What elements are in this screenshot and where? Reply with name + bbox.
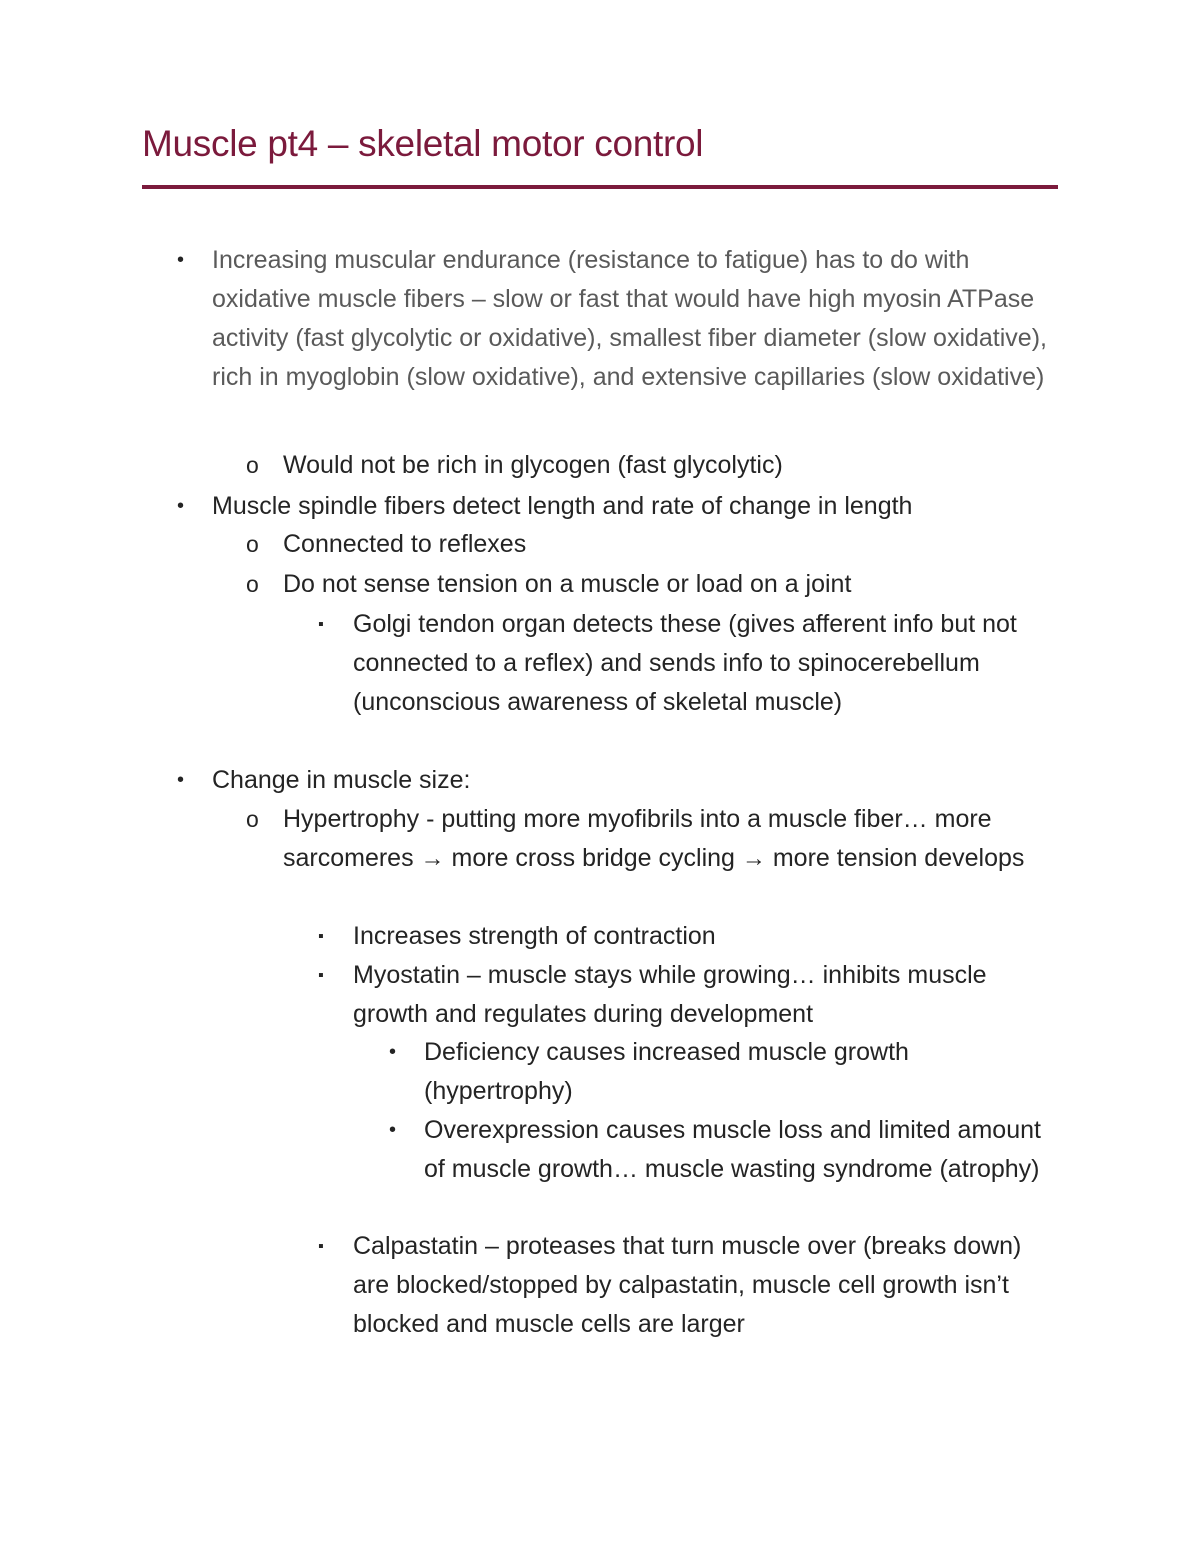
list-item-reflexes	[246, 525, 1058, 564]
list-item-text: Connected to reflexes	[283, 530, 527, 558]
list-item-strength	[318, 917, 1058, 956]
circle-bullet-icon: o	[246, 571, 259, 597]
list-item-calpastatin	[318, 1227, 1058, 1344]
list-item-glycogen	[246, 446, 1058, 485]
list-item-text: Do not sense tension on a muscle or load on a joint	[283, 570, 852, 598]
list-item-text: Overexpression causes muscle loss and limited amount of muscle growth… muscle wasting syndrome (atrophy)	[424, 1116, 1041, 1183]
list-item-muscle-size	[177, 761, 1052, 800]
page-title: Muscle pt4 – skeletal motor control	[142, 123, 704, 164]
bullet-icon: •	[389, 1119, 397, 1141]
circle-bullet-icon: o	[246, 806, 259, 832]
list-item-text: Deficiency causes increased muscle growth (hypertrophy)	[424, 1038, 909, 1105]
list-item-golgi-tendon	[318, 605, 1058, 722]
list-item-myostatin	[318, 956, 1058, 1034]
list-item-text-part: more tension develops	[772, 844, 1025, 872]
circle-bullet-icon: o	[246, 531, 259, 557]
title-underline	[142, 185, 1058, 189]
list-item-hypertrophy	[246, 800, 1058, 878]
list-item-text: Change in muscle size:	[212, 766, 471, 794]
list-item-endurance	[177, 241, 1052, 397]
square-bullet-icon: ▪	[318, 1238, 324, 1255]
right-arrow-icon: →	[741, 845, 766, 872]
list-item-deficiency	[389, 1033, 1059, 1111]
bullet-icon: •	[177, 769, 185, 791]
square-bullet-icon: ▪	[318, 616, 324, 633]
list-item-text: Would not be rich in glycogen (fast glycolytic)	[283, 451, 783, 479]
circle-bullet-icon: o	[246, 452, 259, 478]
bullet-icon: •	[389, 1041, 397, 1063]
list-item-text: Myostatin – muscle stays while growing… inhibits muscle growth and regulates during development	[353, 961, 987, 1028]
list-item-text: Muscle spindle fibers detect length and rate of change in length	[212, 492, 913, 520]
list-item-text: Calpastatin – proteases that turn muscle over (breaks down) are blocked/stopped by calpastatin, muscle cell growth isn’t blocked and muscle cells are larger	[353, 1232, 1022, 1338]
list-item-text: Increasing muscular endurance (resistance to fatigue) has to do with oxidative muscle fibers – slow or fast that would have high myosin ATPase activity (fast glycolytic or oxidative), smallest fiber diameter (slow oxidative), rich in myoglobin (slow oxidative), and extensive capillaries (slow oxidative)	[212, 246, 1047, 391]
right-arrow-icon: →	[420, 845, 445, 872]
list-item-tension	[246, 565, 1058, 604]
list-item-overexpression	[389, 1111, 1059, 1189]
list-item-text-part: Hypertrophy - putting more myofibrils into a muscle fiber… more sarcomeres	[283, 805, 992, 872]
list-item-text: Golgi tendon organ detects these (gives afferent info but not connected to a reflex) and sends info to spinocerebellum (unconscious awareness of skeletal muscle)	[353, 610, 1017, 716]
bullet-icon: •	[177, 495, 185, 517]
square-bullet-icon: ▪	[318, 967, 324, 984]
square-bullet-icon: ▪	[318, 928, 324, 945]
list-item-muscle-spindle	[177, 487, 1052, 526]
list-item-text: Increases strength of contraction	[353, 922, 716, 950]
bullet-icon: •	[177, 249, 185, 271]
list-item-text-part: more cross bridge cycling	[451, 844, 735, 872]
